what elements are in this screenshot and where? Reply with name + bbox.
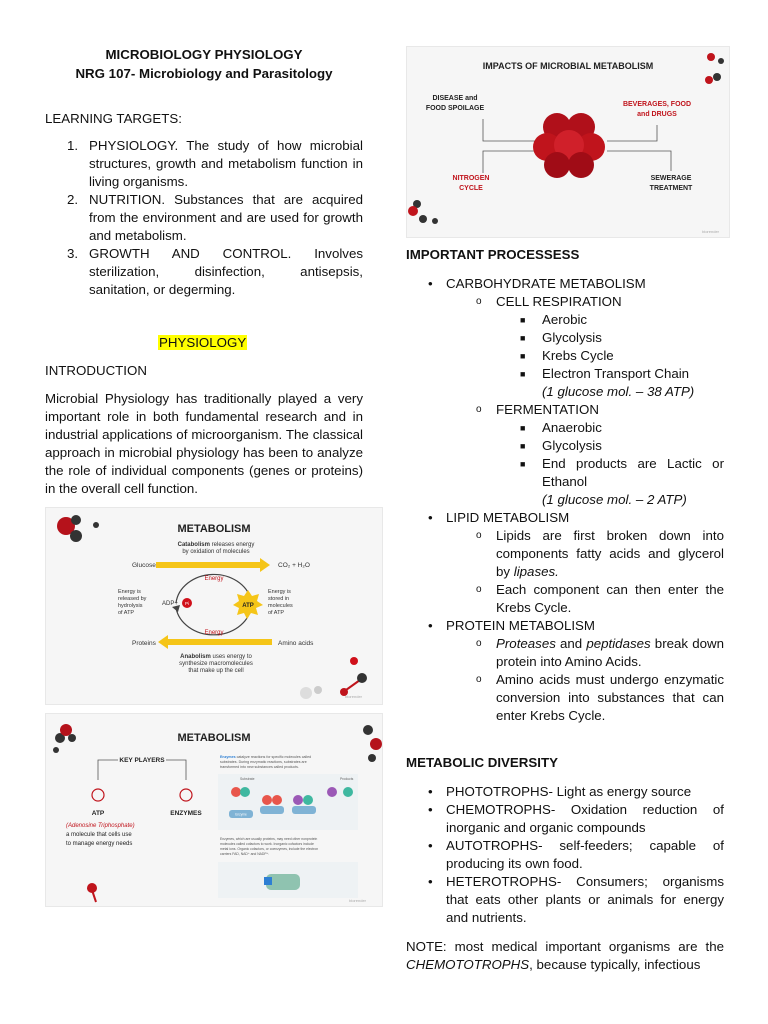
- bullet-icon: o: [476, 296, 482, 307]
- molecule-icon: [408, 200, 438, 224]
- atp-label: ATP: [242, 603, 254, 609]
- item-text: Glycolysis: [542, 438, 602, 453]
- document-title: [45, 45, 363, 83]
- svg-text:molecules called cofactors to: molecules called cofactors to work. Inorganic cofactors include: [220, 842, 314, 846]
- item-text: CHEMOTROPHS- Oxidation reduction of inorganic and organic compounds: [446, 802, 724, 835]
- watermark: biorender: [702, 229, 719, 234]
- bullet-icon: •: [428, 784, 433, 799]
- svg-text:DISEASE and: DISEASE and: [432, 95, 478, 102]
- enzyme-icon: [180, 789, 192, 801]
- svg-text:Enzymes catalyze reactions for: Enzymes catalyze reactions for specific molecules called: [220, 755, 312, 759]
- bullet-icon: o: [476, 674, 482, 685]
- svg-text:transformed into new substance: transformed into new substances called products.: [220, 765, 299, 769]
- svg-text:metal ions. Organic cofactors,: metal ions. Organic cofactors, or coenzymes, include the electron: [220, 847, 319, 851]
- impacts-diagram: [407, 47, 729, 237]
- list-item: [406, 783, 724, 801]
- atp-icon: [92, 789, 104, 801]
- processes-heading: IMPORTANT PROCESSESS: [406, 247, 580, 262]
- slide-title: METABOLISM: [177, 523, 251, 535]
- metabolic-diversity-list: [406, 783, 724, 927]
- bullet-icon: o: [476, 404, 482, 415]
- svg-text:BEVERAGES, FOOD: BEVERAGES, FOOD: [622, 101, 692, 108]
- list-item: [406, 437, 724, 455]
- item-text: AUTOTROPHS- self-feeders; capable of producing its own food.: [446, 838, 724, 871]
- disease-label: [426, 95, 485, 112]
- square-bullet-icon: ■: [520, 441, 526, 451]
- item-text: GROWTH AND CONTROL. Involves sterilization, disinfection, antisepsis, sanitation, or degerming.: [89, 246, 363, 297]
- square-bullet-icon: ■: [520, 315, 526, 325]
- svg-text:and DRUGS: and DRUGS: [637, 111, 677, 118]
- svg-text:NITROGEN: NITROGEN: [452, 175, 490, 182]
- energy-label-bottom: Energy: [204, 630, 224, 636]
- anabolism-caption-line2: synthesize macromolecules: [179, 661, 253, 667]
- item-number: 2.: [67, 192, 79, 207]
- list-item: [406, 635, 724, 671]
- bullet-icon: •: [428, 874, 433, 889]
- list-item: [406, 671, 724, 725]
- amino-acids-label: Amino acids: [278, 640, 314, 647]
- bullet-icon: •: [428, 510, 433, 525]
- energy-label-top: Energy: [204, 576, 224, 582]
- item-text: NUTRITION. Substances that are acquired from the environment and are used for growth and metabolism.: [89, 192, 363, 243]
- svg-text:hydrolysis: hydrolysis: [118, 603, 143, 609]
- cell-respiration-label: CELL RESPIRATION: [496, 294, 622, 309]
- svg-text:FOOD SPOILAGE: FOOD SPOILAGE: [425, 105, 485, 112]
- svg-text:carriers FAD, NAD⁺ and NADP⁺.: carriers FAD, NAD⁺ and NADP⁺.: [220, 852, 270, 856]
- list-item: [406, 293, 724, 311]
- bullet-icon: o: [476, 638, 482, 649]
- sewerage-label: [650, 175, 693, 192]
- list-item: [406, 873, 724, 927]
- list-item: [406, 401, 724, 419]
- bullet-icon: •: [428, 838, 433, 853]
- svg-text:released by: released by: [118, 596, 147, 602]
- adp-label: ADP+: [162, 601, 178, 607]
- svg-text:of ATP: of ATP: [268, 610, 285, 616]
- square-bullet-icon: ■: [520, 333, 526, 343]
- list-item: [406, 419, 724, 437]
- item-text: End products are Lactic or Ethanol: [542, 456, 724, 489]
- catabolism-arrow: [156, 558, 270, 572]
- physiology-heading: [158, 334, 247, 352]
- energy-stored-note: [268, 589, 293, 616]
- watermark: biorender: [345, 694, 362, 699]
- atp-description-line2: to manage energy needs: [66, 841, 133, 847]
- lipid-label: LIPID METABOLISM: [446, 510, 570, 525]
- item-text: HETEROTROPHS- Consumers; organisms that eats other plants or animals for energy and nutrients.: [446, 874, 724, 925]
- enzyme-shape: [292, 806, 316, 814]
- metabolic-diversity-heading: METABOLIC DIVERSITY: [406, 755, 558, 770]
- processes-list: [406, 275, 724, 725]
- watermark: biorender: [349, 898, 366, 903]
- item-text: Electron Transport Chain: [542, 366, 690, 381]
- enzyme-reaction-panel: [218, 774, 358, 830]
- metabolism-cycle-slide: [45, 507, 383, 705]
- square-bullet-icon: ■: [520, 369, 526, 379]
- molecule-icon: [705, 53, 724, 84]
- svg-text:Energy is: Energy is: [268, 589, 291, 595]
- item-text: Krebs Cycle: [542, 348, 614, 363]
- square-bullet-icon: ■: [520, 459, 526, 469]
- list-item: [406, 617, 724, 635]
- item-text: Glycolysis: [542, 330, 602, 345]
- catabolism-caption-line2: by oxidation of molecules: [182, 549, 250, 555]
- slide-title: METABOLISM: [177, 732, 251, 744]
- svg-text:of ATP: of ATP: [118, 610, 135, 616]
- item-text: Aerobic: [542, 312, 588, 327]
- list-item: [406, 801, 724, 837]
- svg-text:Enzymes, which are usually pro: Enzymes, which are usually proteins, may need other nonprotein: [220, 837, 318, 841]
- list-item: [406, 311, 724, 329]
- glucose-label: Glucose: [132, 562, 156, 569]
- list-item: [406, 581, 724, 617]
- molecule-icon: [363, 725, 382, 762]
- item-text: Anaerobic: [542, 420, 602, 435]
- carbohydrate-label: CARBOHYDRATE METABOLISM: [446, 276, 646, 291]
- item-text: PHOTOTROPHS- Light as energy source: [446, 784, 692, 799]
- list-item: [406, 275, 724, 293]
- atp-label: ATP: [91, 810, 105, 817]
- svg-text:substrates. During enzymatic r: substrates. During enzymatic reactions, substrates are: [220, 760, 307, 764]
- list-item: [406, 837, 724, 873]
- list-item: [406, 455, 724, 491]
- catabolism-caption: Catabolism releases energy: [177, 542, 255, 548]
- list-item: [45, 191, 363, 245]
- svg-text:SEWERAGE: SEWERAGE: [650, 175, 692, 182]
- list-item: [45, 137, 363, 191]
- molecule-icon: [57, 515, 99, 542]
- enzymes-description: [220, 755, 311, 769]
- title-line-1: MICROBIOLOGY PHYSIOLOGY: [105, 47, 303, 62]
- energy-released-note: [118, 589, 147, 616]
- svg-text:stored in: stored in: [268, 596, 290, 602]
- protease-text: Proteases and peptidases break down protein into Amino Acids.: [496, 636, 724, 669]
- atp-full-name: (Adenosine Triphosphate): [66, 823, 135, 829]
- learning-targets-list: [45, 137, 363, 299]
- introduction-heading: INTRODUCTION: [45, 363, 147, 378]
- item-number: 1.: [67, 138, 79, 153]
- bullet-icon: •: [428, 802, 433, 817]
- co2-label: CO₂ + H₂O: [278, 562, 310, 569]
- item-number: 3.: [67, 246, 79, 261]
- molecule-icon: [53, 724, 76, 753]
- lipid-krebs-text: Each component can then enter the Krebs Cycle.: [496, 582, 724, 615]
- bullet-icon: •: [428, 276, 433, 291]
- anabolism-arrow: [158, 635, 272, 649]
- bullet-icon: o: [476, 530, 482, 541]
- list-item: [406, 527, 724, 581]
- introduction-paragraph: Microbial Physiology has traditionally played a very important role in both fundamental research and in industrial applications of microorganism. The classical approach in microbial physiology has been to analyze the role of individual components (genes or proteins) in the overall cell function.: [45, 391, 363, 496]
- svg-text:TREATMENT: TREATMENT: [649, 185, 693, 192]
- bullet-icon: o: [476, 584, 482, 595]
- enzyme-shape: [260, 806, 284, 814]
- atp-description-line1: a molecule that cells use: [66, 832, 132, 838]
- list-item: [406, 509, 724, 527]
- item-text: PHYSIOLOGY. The study of how microbial structures, growth and metabolism function in living organisms.: [89, 138, 363, 189]
- molecule-icon: [300, 657, 367, 699]
- bullet-icon: •: [428, 618, 433, 633]
- list-item: [406, 347, 724, 365]
- amino-acid-text: Amino acids must undergo enzymatic conversion into substances that can enter Krebs Cycle.: [496, 672, 724, 723]
- learning-targets-heading: LEARNING TARGETS:: [45, 111, 182, 126]
- key-players-label: KEY PLAYERS: [119, 757, 165, 764]
- note-paragraph: NOTE: most medical important organisms are the CHEMOTOTROPHS, because typically, infectious: [406, 939, 724, 972]
- square-bullet-icon: ■: [520, 423, 526, 433]
- products-label: Products: [340, 777, 354, 781]
- microbe-cluster-icon: [533, 113, 605, 178]
- proteins-label: Proteins: [132, 640, 156, 647]
- respiration-atp-note: (1 glucose mol. – 38 ATP): [542, 384, 695, 399]
- anabolism-caption: Anabolism uses energy to: [180, 654, 252, 660]
- svg-text:CYCLE: CYCLE: [459, 185, 483, 192]
- svg-text:Energy is: Energy is: [118, 589, 141, 595]
- svg-text:molecules: molecules: [268, 603, 293, 609]
- key-players-diagram: [46, 714, 382, 906]
- nitrogen-label: [453, 175, 490, 192]
- metabolism-cycle-diagram: [46, 508, 382, 704]
- list-item: [406, 365, 724, 383]
- fermentation-atp-note: (1 glucose mol. – 2 ATP): [542, 492, 687, 507]
- substrate-label: Substrate: [240, 777, 255, 781]
- cofactor-description: [220, 837, 318, 856]
- beverages-label: [623, 101, 691, 118]
- slide-title: IMPACTS OF MICROBIAL METABOLISM: [482, 61, 654, 71]
- anabolism-caption-line3: that make up the cell: [188, 668, 244, 674]
- enzyme-label: Enzyme: [235, 812, 247, 817]
- title-line-2: NRG 107- Microbiology and Parasitology: [75, 66, 333, 81]
- cofactor-shape: [264, 877, 272, 885]
- enzymes-label: ENZYMES: [170, 810, 202, 817]
- fermentation-label: FERMENTATION: [496, 402, 599, 417]
- key-players-slide: [45, 713, 383, 907]
- square-bullet-icon: ■: [520, 351, 526, 361]
- lipid-breakdown-text: Lipids are first broken down into components fatty acids and glycerol by lipases.: [496, 528, 724, 579]
- molecule-icon: [87, 883, 97, 902]
- list-item: [45, 245, 363, 299]
- pi-label: Pi: [184, 601, 190, 606]
- protein-label: PROTEIN METABOLISM: [446, 618, 595, 633]
- list-item: [406, 329, 724, 347]
- impacts-slide: [406, 46, 730, 238]
- physiology-highlight: PHYSIOLOGY: [159, 335, 247, 350]
